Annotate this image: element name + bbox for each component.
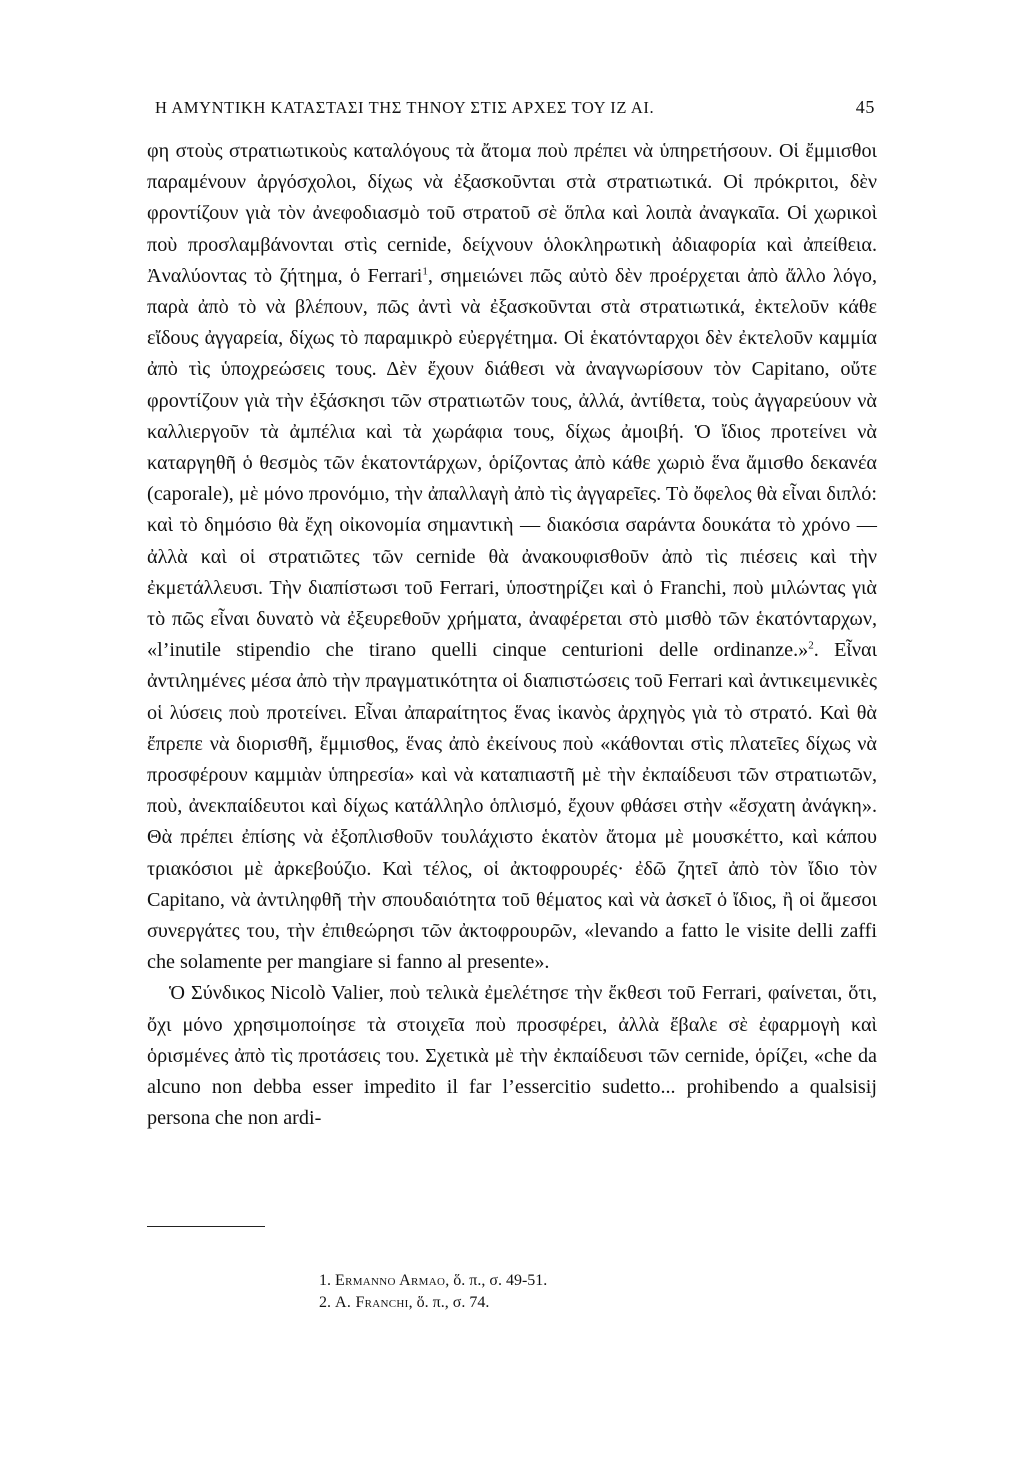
paragraph-1-part-c: . Εἶναι ἀντιλημένες μέσα ἀπὸ τὴν πραγματικότητα οἱ διαπιστώσεις τοῦ Ferrari καὶ ἀντικειμενικὲς οἱ λύσεις ποὺ προτείνει. Εἶναι ἀπαραίτητος ἕνας ἱκανὸς ἀρχηγὸς γιὰ τὸ στρατό. Καὶ θὰ ἔπρεπε νὰ διορισθῆ, ἔμμισθος, ἕνας ἀπὸ ἐκείνους ποὺ «κάθονται στὶς πλατεῖες δίχως νὰ προσφέρουν καμμιὰν ὑπηρεσία» καὶ νὰ καταπιαστῆ μὲ τὴν ἐκπαίδευσι τῶν στρατιωτῶν, ποὺ, ἀνεκπαίδευτοι καὶ δίχως κατάλληλο ὁπλισμό, ἔχουν φθάσει στὴν «ἔσχατη ἀνάγκη». Θὰ πρέπει ἐπίσης νὰ ἐξοπλισθοῦν τουλάχιστο ἑκατὸν ἄτομα μὲ μουσκέττο, καὶ κάπου τριακόσιοι μὲ ἀρκεβούζιο. Καὶ τέλος, οἱ ἀκτοφρουρές· ἐδῶ ζητεῖ ἀπὸ τὸν ἴδιο τὸν Capitano, νὰ ἀντιληφθῆ τὴν σπουδαιότητα τοῦ θέματος καὶ νὰ ἀσκεῖ ὁ ἴδιος, ἢ οἱ ἄμεσοι συνεργάτες του, τὴν ἐπιθεώρησι τῶν ἀκτοφρουρῶν, «levando a fatto le visite delli zaffi che solamente per mangiare si fanno al presente». (147, 639, 877, 974)
footnote-2 (319, 1292, 547, 1314)
footnote-1 (319, 1270, 547, 1292)
running-title: Η ΑΜΥΝΤΙΚΗ ΚΑΤΑΣΤΑΣΙ ΤΗΣ ΤΗΝΟΥ ΣΤΙΣ ΑΡΧΕΣ ΤΟΥ ΙΖ ΑΙ. (155, 98, 655, 117)
footnotes (319, 1270, 547, 1314)
paragraph-1 (147, 136, 877, 978)
footnote-rule (147, 1226, 265, 1227)
footnote-reference: , ὅ. π., σ. 74. (408, 1294, 490, 1311)
paragraph-1-part-b: , σημειώνει πῶς αὐτὸ δὲν προέρχεται ἀπὸ ἄλλο λόγο, παρὰ ἀπὸ τὸ νὰ βλέπουν, πῶς ἀντὶ νὰ ἐξασκοῦνται στὰ στρατιωτικά, ἐκτελοῦν κάθε εἴδους ἀγγαρεία, δίχως τὸ παραμικρὸ εὐεργέτημα. Οἱ ἑκατόνταρχοι δὲν ἐκτελοῦν καμμία ἀπὸ τὶς ὑποχρεώσεις τους. Δὲν ἔχουν διάθεσι νὰ ἀναγνωρίσουν τὸν Capitano, οὔτε φροντίζουν γιὰ τὴν ἐξάσκησι τῶν στρατιωτῶν τους, ἀλλά, ἀντίθετα, τοὺς ἀγγαρεύουν νὰ καλλιεργοῦν τὰ ἀμπέλια καὶ τὰ χωράφια τους, δίχως ἀμοιβή. Ὁ ἴδιος προτείνει νὰ καταργηθῆ ὁ θεσμὸς τῶν ἑκατοντάρχων, ὁρίζοντας ἀπὸ κάθε χωριὸ ἕνα ἄμισθο δεκανέα (caporale), μὲ μόνο προνόμιο, τὴν ἀπαλλαγὴ ἀπὸ τὶς ἀγγαρεῖες. Τὸ ὄφελος θὰ εἶναι διπλό: καὶ τὸ δημόσιο θὰ ἔχη οἰκονομία σημαντικὴ — διακόσια σαράντα δουκάτα τὸ χρόνο — ἀλλὰ καὶ οἱ στρατιῶτες τῶν cernide θὰ ἀνακουφισθοῦν ἀπὸ τὶς πιέσεις καὶ τὴν ἐκμετάλλευσι. Τὴν διαπίστωσι τοῦ Ferrari, ὑποστηρίζει καὶ ὁ Franchi, ποὺ μιλώντας γιὰ τὸ πῶς εἶναι δυνατὸ νὰ ἐξευρεθοῦν χρήματα, ἀναφέρεται στὸ μισθὸ τῶν ἑκατόνταρχων, «l’inutile stipendio che tirano quelli cinque centurioni delle ordinanze.» (147, 264, 877, 662)
footnote-number: 2. (319, 1294, 331, 1311)
document-page (147, 0, 877, 1474)
running-header (155, 98, 877, 124)
paragraph-2: Ὁ Σύνδικος Nicolò Valier, ποὺ τελικὰ ἐμελέτησε τὴν ἔκθεσι τοῦ Ferrari, φαίνεται, ὅτι, ὄχι μόνο χρησιμοποίησε τὰ στοιχεῖα ποὺ προσφέρει, ἀλλὰ ἔβαλε σὲ ἐφαρμογὴ καὶ ὁρισμένες ἀπὸ τὶς προτάσεις του. Σχετικὰ μὲ τὴν ἐκπαίδευσι τῶν cernide, ὁρίζει, «che da alcuno non debba esser impedito il far l’essercitio sudetto... prohibendo a qualsisij persona che non ardi- (147, 982, 877, 1130)
footnote-number: 1. (319, 1272, 331, 1289)
footnote-ref-2: 2 (808, 639, 814, 652)
footnote-reference: , ὅ. π., σ. 49-51. (445, 1272, 548, 1289)
paragraph-1-part-a: φη στοὺς στρατιωτικοὺς καταλόγους τὰ ἄτομα ποὺ πρέπει νὰ ὑπηρετήσουν. Οἱ ἔμμισθοι παραμένουν ἀργόσχολοι, δίχως νὰ ἐξασκοῦνται στὰ στρατιωτικά. Οἱ πρόκριτοι, δὲν φροντίζουν γιὰ τὸν ἀνεφοδιασμὸ τοῦ στρατοῦ σὲ ὅπλα καὶ λοιπὰ ἀναγκαῖα. Οἱ χωρικοὶ ποὺ προσλαμβάνονται στὶς cernide, δείχνουν ὁλοκληρωτικὴ ἀδιαφορία καὶ ἀπείθεια. Ἀναλύοντας τὸ ζήτημα, ὁ Ferrari (147, 140, 877, 287)
page-number: 45 (855, 97, 875, 117)
footnote-author: A. Franchi (335, 1294, 409, 1311)
body-text (147, 136, 877, 1135)
footnote-author: Ermanno Armao (335, 1272, 446, 1289)
footnote-ref-1: 1 (422, 265, 428, 278)
